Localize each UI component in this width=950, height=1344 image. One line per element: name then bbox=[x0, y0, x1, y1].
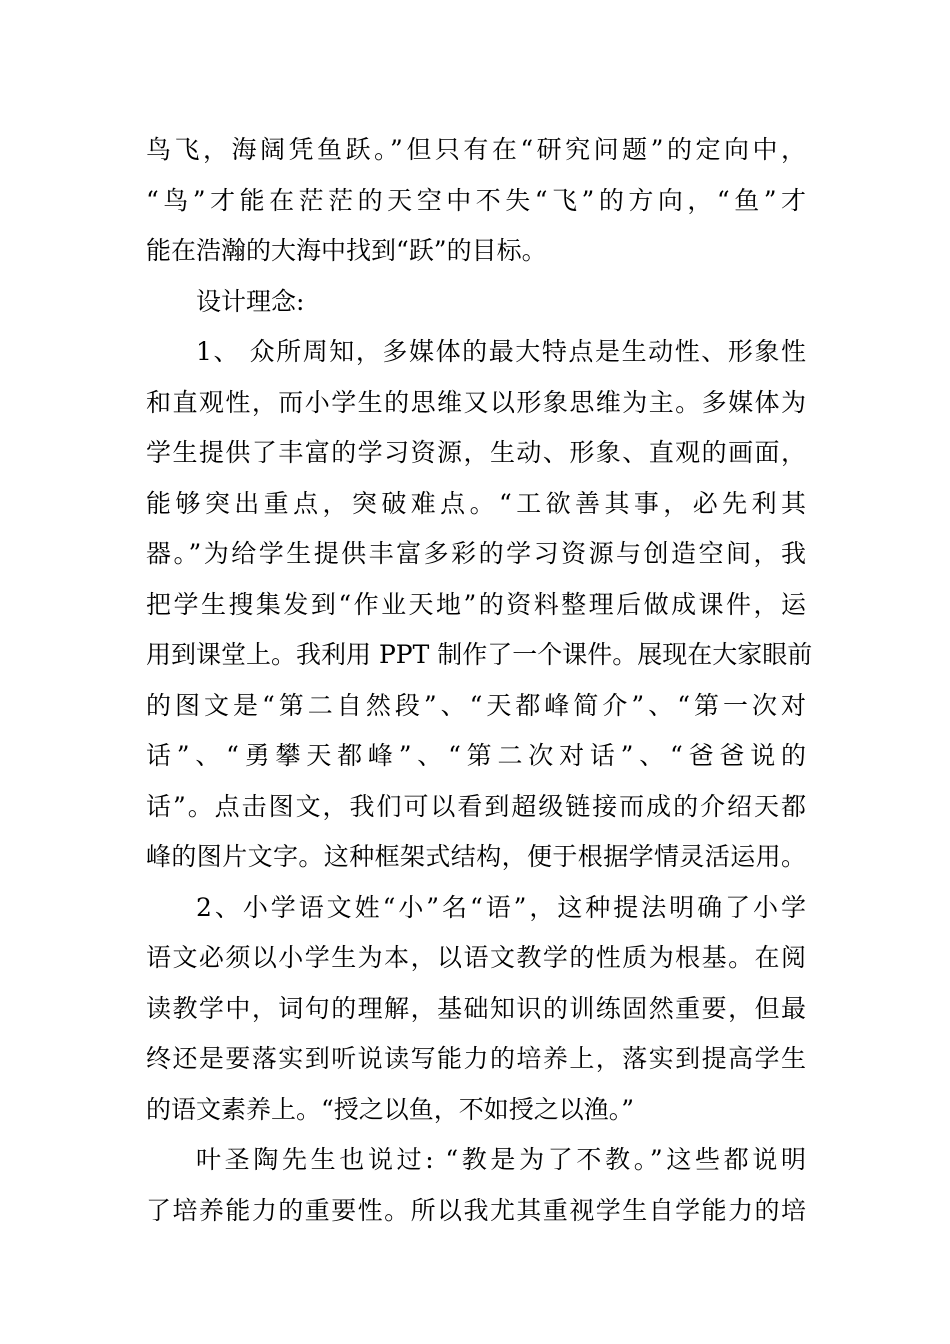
text-line: 和直观性，而小学生的思维又以形象思维为主。多媒体为 bbox=[146, 387, 806, 417]
text-line: 器。”为给学生提供丰富多彩的学习资源与创造空间，我 bbox=[146, 539, 806, 568]
text-line: 了培养能力的重要性。所以我尤其重视学生自学能力的培 bbox=[146, 1195, 806, 1225]
text-line: 鸟飞，海阔凭鱼跃。”但只有在“研究问题”的定向中， bbox=[146, 135, 806, 164]
text-line: 峰的图片文字。这种框架式结构，便于根据学情灵活运用。 bbox=[146, 842, 806, 871]
text-line: 设计理念: bbox=[196, 286, 305, 316]
text-line: 的语文素养上。“授之以鱼，不如授之以渔。” bbox=[146, 1094, 635, 1124]
text-line: 叶圣陶先生也说过: “教是为了不教。”这些都说明 bbox=[196, 1145, 806, 1174]
text-line: 2、小学语文姓“小”名“语”，这种提法明确了小学 bbox=[196, 892, 806, 922]
text-line: 学生提供了丰富的学习资源，生动、形象、直观的画面， bbox=[146, 438, 806, 467]
text-line: 终还是要落实到听说读写能力的培养上，落实到提高学生 bbox=[146, 1044, 806, 1073]
text-line: 把学生搜集发到“作业天地”的资料整理后做成课件，运 bbox=[146, 589, 806, 619]
text-line: 1、 众所周知，多媒体的最大特点是生动性、形象性 bbox=[196, 337, 806, 366]
text-line: 话”。点击图文，我们可以看到超级链接而成的介绍天都 bbox=[146, 791, 806, 821]
text-line: 用到课堂上。我利用 PPT 制作了一个课件。展现在大家眼前 bbox=[146, 640, 813, 669]
text-line: 的图文是“第二自然段”、“天都峰简介”、“第一次对 bbox=[146, 690, 806, 720]
text-line: “鸟”才能在茫茫的天空中不失“飞”的方向，“鱼”才 bbox=[146, 185, 806, 215]
body-text bbox=[146, 128, 813, 1239]
text-line: 语文必须以小学生为本，以语文教学的性质为根基。在阅 bbox=[146, 943, 806, 972]
text-line: 能在浩瀚的大海中找到“跃”的目标。 bbox=[146, 236, 547, 265]
text-line: 话”、“勇攀天都峰”、“第二次对话”、“爸爸说的 bbox=[146, 741, 806, 770]
text-line: 能够突出重点，突破难点。“工欲善其事，必先利其 bbox=[146, 488, 806, 518]
text-line: 读教学中，词句的理解，基础知识的训练固然重要，但最 bbox=[146, 993, 806, 1023]
